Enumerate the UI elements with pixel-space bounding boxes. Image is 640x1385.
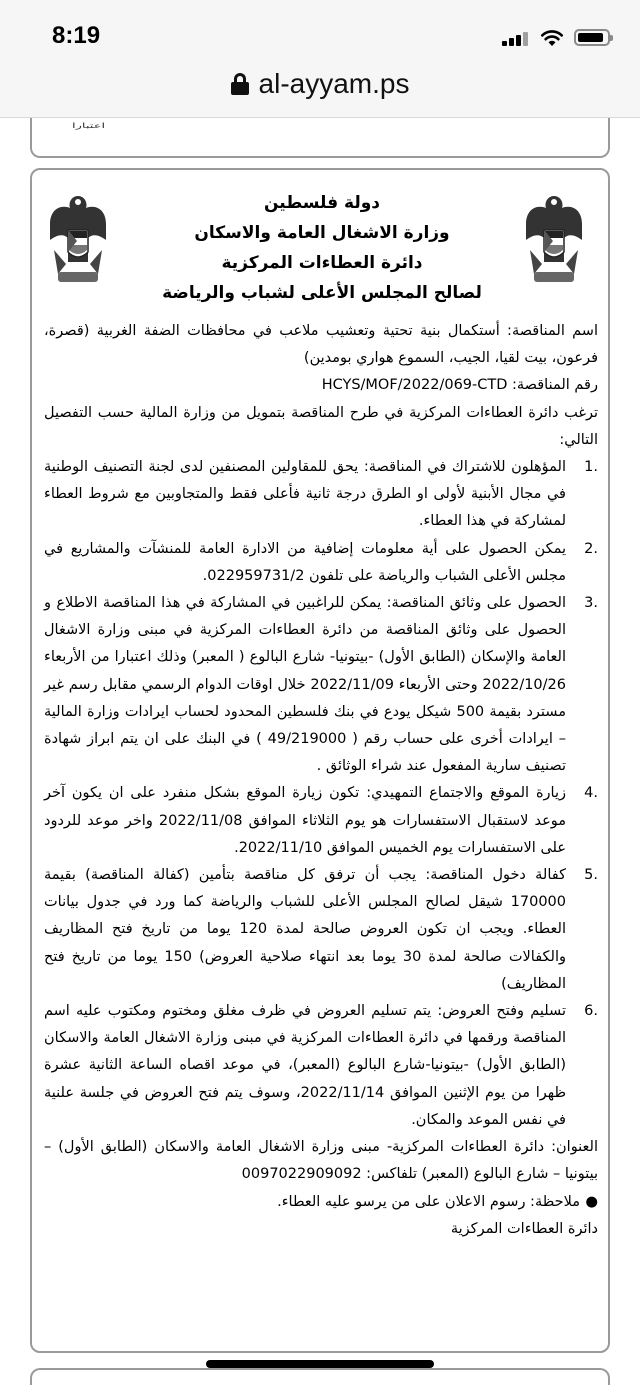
note-text: ملاحظة: رسوم الاعلان على من يرسو عليه العطاء. xyxy=(277,1193,580,1210)
previous-ad-text: اعتبارا xyxy=(72,122,106,131)
bullet-icon: ● xyxy=(585,1193,598,1210)
battery-icon xyxy=(574,29,610,46)
item-text: زيارة الموقع والاجتماع التمهيدي: تكون زيارة الموقع بشكل منفرد على ان يكون آخر موعد لاستقبال الاستفسارات هو يوم الثلاثاء الموافق 2022/11/08 واخر موعد للردود على الاستفسارات يوم الخميس الموافق 2022/11/10. xyxy=(44,785,566,856)
item-text: يمكن الحصول على أية معلومات إضافية من الادارة العامة للمنشآت والمشاريع في مجلس الأعلى الشباب والرياضة على تلفون 022959731/2. xyxy=(44,540,566,584)
list-item xyxy=(44,590,598,780)
header-department: دائرة العطاءات المركزية xyxy=(221,253,423,273)
item-number: .1 xyxy=(584,459,598,476)
tender-name: اسم المناقصة: أستكمال بنية تحتية وتعشيب ملاعب في محافظات الضفة الغربية (قصرة، فرعون، بيت لقيا، الجيب، السموع هواري بومدين) xyxy=(44,323,598,367)
item-number: .3 xyxy=(584,595,598,612)
item-number: .4 xyxy=(584,785,598,802)
status-bar xyxy=(0,0,640,64)
tender-number-line xyxy=(44,372,598,399)
header-beneficiary: لصالح المجلس الأعلى لشباب والرياضة xyxy=(162,283,482,303)
address: العنوان: دائرة العطاءات المركزية- مبنى وزارة الاشغال العامة والاسكان (الطابق الأول) – بيتونيا – شارع البالوع (المعبر) تلفاكس: 0097022909092 xyxy=(44,1139,598,1183)
address-bar[interactable] xyxy=(0,64,640,118)
wifi-icon xyxy=(540,27,564,47)
next-ad-fragment xyxy=(30,1368,610,1385)
item-text: كفالة دخول المناقصة: يجب أن ترفق كل مناقصة بتأمين (كفالة المناقصة) بقيمة 170000 شيقل لصالح المجلس الأعلى للشباب والرياضة كما ورد في جدول بيانات العطاء. ويجب ان تكون العروض صالحة لمدة 120 يوما من تاريخ فتح المظاريف والكفالات صالحة لمدة 30 يوما بعد انتهاء صلاحية العروض) 150 يوما من تاريخ فتح المظاريف) xyxy=(44,867,567,992)
list-item xyxy=(44,536,598,590)
list-item xyxy=(44,454,598,536)
tender-intro: ترغب دائرة العطاءات المركزية في طرح المناقصة بتمويل من وزارة المالية حسب التفصيل التالي: xyxy=(44,404,598,448)
cellular-signal-icon xyxy=(502,32,530,46)
note xyxy=(44,1189,598,1216)
tender-advertisement xyxy=(30,168,610,1353)
status-time: 8:19 xyxy=(52,22,101,49)
item-number: .2 xyxy=(584,540,598,557)
url-text: al-ayyam.ps xyxy=(258,68,410,99)
header-state: دولة فلسطين xyxy=(263,193,381,213)
tender-number: HCYS/MOF/2022/069-CTD xyxy=(321,377,508,394)
ad-body xyxy=(44,318,598,1243)
list-item xyxy=(44,998,598,1134)
item-number: .5 xyxy=(584,867,598,884)
list-item xyxy=(44,780,598,862)
palestine-emblem-icon xyxy=(46,190,110,288)
home-indicator[interactable] xyxy=(206,1360,434,1368)
list-item xyxy=(44,862,598,998)
ad-header xyxy=(152,188,492,308)
battery-fill xyxy=(578,33,603,42)
item-number: .6 xyxy=(584,1003,598,1020)
previous-ad-fragment xyxy=(30,118,610,158)
lock-icon xyxy=(231,73,249,95)
header-ministry: وزارة الاشغال العامة والاسكان xyxy=(194,223,450,243)
url-display[interactable] xyxy=(0,68,640,100)
palestine-emblem-icon xyxy=(522,190,586,288)
item-text: الحصول على وثائق المناقصة: يمكن للراغبين في المشاركة في هذا المناقصة الاطلاع و الحصول على وثائق المناقصة من دائرة العطاءات المركزية في مبنى وزارة الاشغال العامة والإسكان (الطابق الأول) -بيتونيا- شارع البالوع ( المعبر) وذلك اعتبارا من الأربعاء 2022/10/26 وحتى الأربعاء 2022/11/09 خلال اوقات الدوام الرسمي مقابل رسم غير مسترد بقيمة 500 شيكل يودع في بنك فلسطين المحدود لحساب ايرادات وزارة المالية – ايرادات أخرى على حساب رقم ( 49/219000 ) في البنك على ان يتم ابراز شهادة تصنيف سارية المفعول عند شراء الوثائق . xyxy=(44,595,566,775)
item-text: تسليم وفتح العروض: يتم تسليم العروض في ظرف مغلق ومختوم ومكتوب عليه اسم المناقصة ورقمها في دائرة العطاءات المركزية في مبنى وزارة الاشغال العامة والاسكان (الطابق الأول) -بيتونيا-شارع البالوع (المعبر)، في موعد اقصاه الساعة الثانية عشرة ظهرا من يوم الإثنين الموافق 2022/11/14، وسوف يتم فتح العروض في جلسة علنية في نفس الموعد والمكان. xyxy=(44,1003,566,1128)
tender-number-label: رقم المناقصة: xyxy=(507,377,598,394)
signature: دائرة العطاءات المركزية xyxy=(450,1220,598,1237)
item-text: المؤهلون للاشتراك في المناقصة: يحق للمقاولين المصنفين لدى لجنة التصنيف الوطنية في مجال الأبنية لأولى او الطرق درجة ثانية فأعلى فقط والمتجاوبين مع شروط العطاء لمشاركة في هذا العطاء. xyxy=(44,459,566,530)
